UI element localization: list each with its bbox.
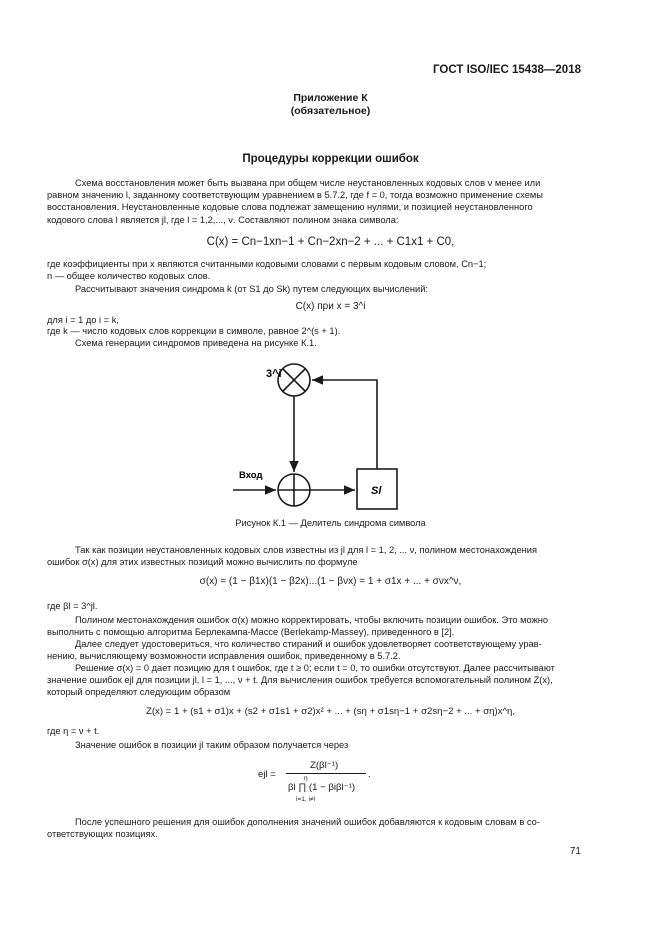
appendix-heading (0, 92, 661, 118)
formula-symbol-polynomial: C(x) = Cn−1xn−1 + Cn−2xn−2 + ... + C1x1 + C0, (206, 236, 455, 248)
text-line: n — общее количество кодовых слов. (47, 271, 211, 282)
text-line: Схема восстановления может быть вызвана при общем числе неустановленных кодовых слов ν менее или (75, 178, 541, 188)
figure-caption: Рисунок К.1 — Делитель синдрома символа (235, 518, 426, 528)
formula-z-polynomial: Z(x) = 1 + (s1 + σ1)x + (s2 + σ1s1 + σ2)x² + ... + (sη + σ1sη−1 + σ2sη−2 + ... + ση)x^η, (145, 706, 516, 717)
paragraph-locator-cont: ошибок σ(x) для этих известных позиций можно вычислить по формуле (47, 557, 358, 567)
paragraph-where-beta: где βl = 3^jl. (47, 601, 98, 611)
appendix-title: Приложение К (293, 92, 368, 104)
paragraph-locator (47, 544, 582, 556)
text-line: где коэффициенты при x являются считанными кодовыми словами с первым кодовым словом, Cn−1; (47, 259, 487, 269)
text-line: значение ошибок ejl для позиции jl, l = 1, ..., ν + t. Для вычисления ошибок требуется вспомогательный полином Z(x), (47, 675, 553, 685)
text-line: кодового слова l является jl, где l = 1,2,..., ν. Составляют полином знака символа: (47, 214, 399, 225)
text-line: Далее следует удостовериться, что количество стираний и ошибок удовлетворяет соответствующему урав- (75, 639, 542, 649)
paragraph-correction-cont: выполнить с помощью алгоритма Берлекампа-Массе (Berlekamp-Massey), приведенного в [2]. (47, 627, 455, 637)
product-top: η (304, 775, 308, 782)
page-number: 71 (569, 846, 581, 857)
paragraph-verify-cont: нению, вычисляющему возможности исправления ошибок, приведенному в 5.7.2. (47, 651, 401, 661)
document-header: ГОСТ ISO/IEC 15438—2018 (433, 64, 581, 76)
paragraph-for-i: для i = 1 до i = k, (47, 315, 119, 325)
paragraph-error-value: Значение ошибок в позиции jl таким образом получается через (75, 740, 349, 750)
formula-denominator: βl ∏ (1 − βiβl⁻¹) (288, 782, 356, 793)
input-label: Вход (239, 470, 263, 481)
product-bottom: i=1, i≠l (296, 796, 315, 803)
block-label: Sl (371, 485, 382, 497)
formula-period: . (368, 769, 371, 780)
paragraph-verify (47, 638, 582, 650)
paragraph-recovery (47, 177, 582, 189)
text-line: Решение σ(x) = 0 дает позицию для t ошибок, где t ≥ 0; если t = 0, то ошибки отсутствуют. Далее рассчитывают (75, 663, 555, 673)
formula-numerator: Z(βl⁻¹) (310, 760, 339, 771)
multiplier-node (278, 364, 310, 396)
paragraph-where-k: где k — число кодовых слов коррекции в символе, равное 2^(s + 1). (47, 326, 341, 336)
multiplier-label: 3^i (266, 368, 282, 380)
formula-locator-polynomial: σ(x) = (1 − β1x)(1 − β2x)...(1 − βνx) = 1 + σ1x + ... + σνx^ν, (199, 576, 462, 587)
paragraph-final-cont: ответствующих позициях. (47, 829, 158, 839)
section-title: Процедуры коррекции ошибок (242, 153, 419, 165)
block-to-multiplier-arrow (312, 380, 377, 469)
formula-error-value (258, 762, 438, 812)
adder-node (278, 474, 310, 506)
formula-syndrome: C(x) при x = 3^i (295, 301, 366, 312)
paragraph-final (47, 816, 582, 828)
formula-lhs: ejl = (258, 769, 276, 780)
paragraph-where-eta: где η = ν + t. (47, 726, 100, 736)
paragraph-solution-cont (47, 674, 582, 699)
paragraph-correction (47, 614, 582, 626)
text-line: После успешного решения для ошибок дополнения значений ошибок добавляются к кодовым словам в со- (75, 817, 540, 827)
syndrome-divider-diagram (225, 355, 425, 515)
paragraph-syndrome: Рассчитывают значения синдрома k (от S1 до Sk) путем следующих вычислений: (75, 284, 428, 294)
paragraph-solution (47, 662, 582, 674)
text-line: равном значению l, заданному соответствующим уравнением в 5.7.2, где f = 0, тогда возможно применение схемы (47, 190, 543, 200)
text-line: Полином местонахождения ошибок σ(x) можно корректировать, чтобы включить позиции ошибок. Это можно (75, 615, 549, 625)
text-line: Так как позиции неустановленных кодовых слов известны из jl для l = 1, 2, ... ν, полином местонахождения (75, 545, 537, 555)
paragraph-scheme: Схема генерации синдромов приведена на рисунке К.1. (75, 338, 317, 348)
appendix-subtitle: (обязательное) (290, 105, 371, 117)
fraction-bar (286, 773, 366, 774)
text-line: восстановления. Неустановленные кодовые слова подлежат замещению нулями, и позицией неустановленного (47, 202, 533, 213)
paragraph-recovery-cont (47, 189, 582, 226)
paragraph-where-coefficients (47, 258, 582, 283)
text-line: который определяют следующим образом (47, 687, 231, 698)
